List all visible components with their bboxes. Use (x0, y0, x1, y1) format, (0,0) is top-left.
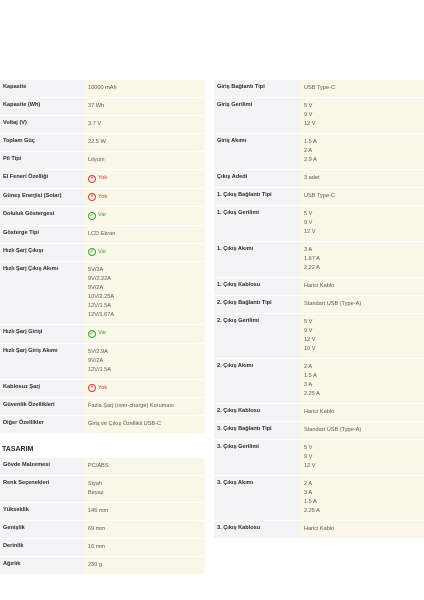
availability-text: Yok (98, 175, 108, 181)
spec-value-line: Standart USB (Type-A) (304, 427, 362, 433)
design-specs (0, 458, 205, 575)
spec-label: Derinlik (0, 539, 84, 556)
spec-value-line: 12 V (304, 121, 316, 127)
spec-value (300, 242, 424, 277)
spec-row (0, 80, 205, 98)
spec-value-line: 9 V (304, 328, 313, 334)
spec-value-line: Harici Kablo (304, 526, 335, 532)
availability-text: Yok (98, 193, 108, 200)
spec-value-line: 145 mm (88, 508, 109, 514)
spec-value-line: 10V/2.25A (88, 294, 115, 300)
spec-label: Genişlik (0, 521, 84, 538)
spec-label: 3. Çıkış Bağlantı Tipi (214, 422, 300, 439)
spec-value-line: 3.7 V (88, 121, 102, 127)
spec-row (0, 539, 205, 557)
spec-row (0, 521, 205, 539)
spec-row (214, 134, 424, 170)
spec-value (84, 116, 205, 133)
spec-label: Pil Tipi (0, 152, 84, 169)
spec-value-line: 5 V (304, 103, 313, 109)
spec-value-line: 9 V (304, 454, 313, 460)
spec-value (300, 170, 424, 187)
spec-label: 3. Çıkış Kablosu (214, 521, 300, 538)
spec-table-right (214, 80, 424, 539)
spec-value (84, 380, 205, 398)
spec-value-line: LCD Ekran (88, 230, 116, 237)
spec-value-line: Lityum (88, 157, 105, 163)
spec-value-line: 12 V (304, 337, 316, 343)
spec-row (214, 98, 424, 134)
spec-label: Yükseklik (0, 503, 84, 520)
spec-value (84, 398, 205, 415)
spec-value (84, 170, 205, 188)
spec-row (0, 476, 205, 503)
spec-label: 3. Çıkış Gerilimi (214, 440, 300, 475)
spec-row (214, 278, 424, 296)
availability-text: Yok (98, 384, 108, 391)
spec-value-line: 10 V (304, 346, 316, 352)
spec-value-line: 12 V (304, 229, 316, 235)
spec-value (300, 422, 424, 439)
spec-value-line: Beyaz (88, 490, 104, 496)
spec-value (84, 152, 205, 169)
spec-value-line: Standart USB (Type-A) (304, 301, 362, 307)
spec-row (214, 422, 424, 440)
spec-row (0, 226, 205, 244)
spec-value-line: 3 A (304, 382, 313, 388)
spec-value-line: 12V/1.5A (88, 366, 112, 373)
spec-value (300, 206, 424, 241)
spec-value (84, 325, 205, 343)
x-circle-icon: × (88, 384, 96, 392)
spec-row (214, 440, 424, 476)
spec-label: El Feneri Özelliği (0, 170, 84, 188)
spec-value-line: 3 A (304, 247, 313, 253)
spec-value-line: 69 mm (88, 526, 106, 532)
spec-value-line: Harici Kablo (304, 283, 335, 289)
availability-badge (88, 193, 107, 202)
spec-value-line: 2.25 A (304, 508, 320, 514)
spec-value (84, 226, 205, 243)
spec-value-line: 10000 mAh (88, 85, 117, 91)
spec-value-line: 2.25 A (304, 391, 320, 397)
spec-label: Gövde Malzemesi (0, 458, 84, 475)
availability-text: Var (98, 248, 107, 255)
spec-value-line: 2 A (304, 364, 313, 370)
check-circle-icon: ✓ (89, 330, 95, 337)
spec-row (0, 416, 205, 434)
spec-value (84, 344, 205, 379)
availability-badge (88, 211, 106, 220)
spec-row (0, 244, 205, 263)
spec-row (214, 296, 424, 314)
spec-label: Renk Seçenekleri (0, 476, 84, 502)
spec-value (300, 98, 424, 133)
spec-value-line: 9V/2A (88, 357, 104, 364)
spec-label: Hızlı Şarj Çıkışı (0, 244, 84, 262)
spec-value (300, 521, 424, 538)
spec-value-line: 37 Wh (88, 103, 105, 109)
spec-label: Güneş Enerjisi (Solar) (0, 189, 84, 207)
port-specs (214, 80, 424, 539)
spec-value (300, 134, 424, 169)
spec-label: Giriş Akımı (214, 134, 300, 169)
spec-row (0, 98, 205, 116)
spec-label: Ağırlık (0, 557, 84, 574)
spec-value-line: 9V/2A (88, 285, 104, 291)
spec-value (84, 458, 205, 475)
spec-value (84, 503, 205, 520)
spec-value-line: PC/ABS (88, 463, 109, 469)
spec-label: Hızlı Şarj Çıkış Akımı (0, 262, 84, 324)
spec-value-line: Siyah (88, 481, 102, 487)
spec-value (84, 244, 205, 262)
spec-value-line: 3 A (304, 490, 313, 496)
spec-row (0, 398, 205, 416)
spec-value-line: 9V/2.22A (88, 276, 112, 282)
spec-value-line: 5V/2.9A (88, 348, 108, 355)
x-circle-icon: × (88, 193, 96, 201)
spec-value (84, 134, 205, 151)
spec-label: Giriş Bağlantı Tipi (214, 80, 300, 97)
spec-row (0, 262, 205, 325)
spec-row (214, 188, 424, 206)
spec-row (214, 404, 424, 422)
spec-value (84, 80, 205, 97)
spec-value-line: USB Type-C (304, 85, 335, 91)
spec-row (0, 557, 205, 575)
spec-value (300, 476, 424, 520)
spec-label: Voltaj (V) (0, 116, 84, 133)
spec-value (300, 296, 424, 313)
spec-row (214, 242, 424, 278)
spec-value-line: 12V/1.67A (88, 312, 115, 318)
check-circle-icon: ✓ (89, 212, 95, 219)
spec-value-line: 5 V (304, 445, 313, 451)
spec-value-line: USB Type-C (304, 193, 335, 199)
x-circle-icon: × (88, 175, 96, 183)
spec-label: Kapasite (0, 80, 84, 97)
spec-value-line: 9 V (304, 220, 313, 226)
spec-label: Toplam Güç (0, 134, 84, 151)
spec-row (0, 189, 205, 208)
spec-label: Hızlı Şarj Giriş Akımı (0, 344, 84, 379)
spec-value-line: 5 V (304, 319, 313, 325)
spec-label: 2. Çıkış Bağlantı Tipi (214, 296, 300, 313)
spec-row (0, 458, 205, 476)
spec-row (0, 134, 205, 152)
spec-label: Güvenlik Özellikleri (0, 398, 84, 415)
spec-label: 2. Çıkış Gerilimi (214, 314, 300, 358)
spec-row (214, 80, 424, 98)
spec-label: 2. Çıkış Akımı (214, 359, 300, 403)
spec-value (300, 440, 424, 475)
spec-value-line: 2.22 A (304, 265, 320, 271)
availability-badge (88, 248, 106, 257)
spec-label: Hızlı Şarj Girişi (0, 325, 84, 343)
spec-value-line: 2 A (304, 481, 313, 487)
spec-label: Giriş Gerilimi (214, 98, 300, 133)
spec-value (84, 476, 205, 502)
spec-value (300, 359, 424, 403)
spec-label: 2. Çıkış Kablosu (214, 404, 300, 421)
spec-value (84, 521, 205, 538)
spec-value-line: 1.67 A (304, 256, 320, 262)
availability-text: Var (98, 330, 107, 336)
check-circle-icon: ✓ (89, 249, 95, 255)
spec-value-line: 1.5 A (304, 139, 317, 145)
spec-value (300, 80, 424, 97)
spec-row (0, 503, 205, 521)
spec-row (214, 521, 424, 539)
spec-value-line: 22.5 W (88, 139, 106, 145)
design-section-title: TASARIM (0, 434, 205, 458)
spec-label: Çıkış Adedi (214, 170, 300, 187)
spec-value-line: 5 V (304, 211, 313, 217)
spec-label: Gösterge Tipi (0, 226, 84, 243)
spec-row (0, 380, 205, 399)
spec-label: 3. Çıkış Akımı (214, 476, 300, 520)
spec-value (300, 404, 424, 421)
spec-value (300, 314, 424, 358)
spec-value-line: 230 g (88, 562, 102, 568)
spec-value-line: 9 V (304, 112, 313, 118)
spec-row (0, 116, 205, 134)
spec-label: 1. Çıkış Kablosu (214, 278, 300, 295)
spec-value (84, 539, 205, 556)
spec-row (0, 325, 205, 344)
spec-value-line: 2 A (304, 148, 313, 154)
spec-row (214, 314, 424, 359)
spec-value (84, 98, 205, 115)
spec-label: 1. Çıkış Bağlantı Tipi (214, 188, 300, 205)
spec-row (214, 206, 424, 242)
spec-value (84, 262, 205, 324)
spec-value (84, 189, 205, 207)
spec-value-line: 12V/1.5A (88, 303, 112, 309)
availability-badge (88, 329, 106, 338)
spec-value-line: Fazla Şarj (over-charge) Koruması (88, 403, 174, 409)
spec-label: Kablosuz Şarj (0, 380, 84, 398)
spec-value (84, 557, 205, 574)
spec-value-line: Giriş ve Çıkış Özellikli USB-C (88, 421, 162, 427)
spec-label: Diğer Özellikler (0, 416, 84, 433)
availability-text: Var (98, 212, 107, 218)
availability-badge (88, 384, 107, 393)
spec-row (0, 207, 205, 226)
spec-value-line: 1.5 A (304, 499, 317, 505)
spec-value-line: 5V/3A (88, 267, 104, 273)
spec-row (0, 344, 205, 380)
spec-value-line: 3 adet (304, 175, 320, 181)
spec-row (0, 170, 205, 189)
spec-value-line: 12 V (304, 463, 316, 469)
spec-value (84, 416, 205, 433)
spec-label: 1. Çıkış Akımı (214, 242, 300, 277)
general-specs (0, 80, 205, 434)
spec-label: Kapasite (Wh) (0, 98, 84, 115)
availability-badge (88, 174, 107, 183)
spec-value-line: 2.9 A (304, 157, 317, 163)
spec-value (84, 207, 205, 225)
spec-value-line: 16 mm (88, 544, 106, 550)
spec-row (214, 476, 424, 521)
spec-label: 1. Çıkış Gerilimi (214, 206, 300, 241)
spec-row (214, 359, 424, 404)
spec-table-left (0, 80, 205, 575)
spec-label: Doluluk Göstergesi (0, 207, 84, 225)
spec-value (300, 278, 424, 295)
spec-row (0, 152, 205, 170)
spec-row (214, 170, 424, 188)
spec-value (300, 188, 424, 205)
spec-value-line: Harici Kablo (304, 409, 335, 415)
spec-value-line: 1.5 A (304, 373, 317, 379)
